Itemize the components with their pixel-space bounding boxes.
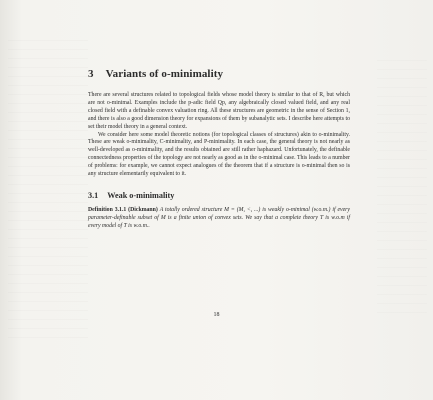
section-title: Variants of o-minimality: [105, 68, 224, 80]
subsection-title: Weak o-minimality: [107, 190, 175, 200]
bleed-through-left: [8, 40, 88, 340]
definition-block: [88, 207, 350, 231]
definition-heading: Definition 3.1.1 (Dickmann): [88, 206, 158, 213]
page-content: [88, 68, 350, 231]
section-heading: [88, 68, 350, 80]
bleed-through-right: [377, 60, 427, 320]
section-number: 3: [88, 68, 94, 80]
subsection-number: 3.1: [88, 190, 99, 200]
paragraph-intro: There are several structures related to topological fields whose model theory is similar to that of R, but which are not o-minimal. Examples include the p-adic field Qp, any algebraically closed valued field, and any real closed field with a definable convex valuation ring. All these structures are geometric in the sense of Section 1, and there is also a good dimension theory for expansions of them by subanalytic sets. I describe here attempts to set their model theory in a general context.: [88, 92, 350, 130]
definition-body: A totally ordered structure M = (M, <, ...) is weakly o-minimal (w.o.m.) if every parameter-definable subset of M is a finite union of convex sets. We say that a complete theory T is w.o.m if every model of T is w.o.m..: [88, 206, 350, 229]
paragraph-notions: We consider here some model theoretic notions (for topological classes of structures) akin to o-minimality. These are weak o-minimality, C-minimality, and P-minimality. In each case, the general theory is not nearly as well-developed as o-minimality, and the results obtained are still rather haphazard. Unfortunately, the definable connectedness properties of the topology are not nearly as good as in the o-minimal case. This leads to a number of problems: for example, we cannot expect analogues of the theorem that if a structure is o-minimal then so is any structure elementarily equivalent to it.: [88, 131, 350, 178]
subsection-heading: [88, 191, 350, 200]
page-number: 18: [213, 312, 220, 318]
